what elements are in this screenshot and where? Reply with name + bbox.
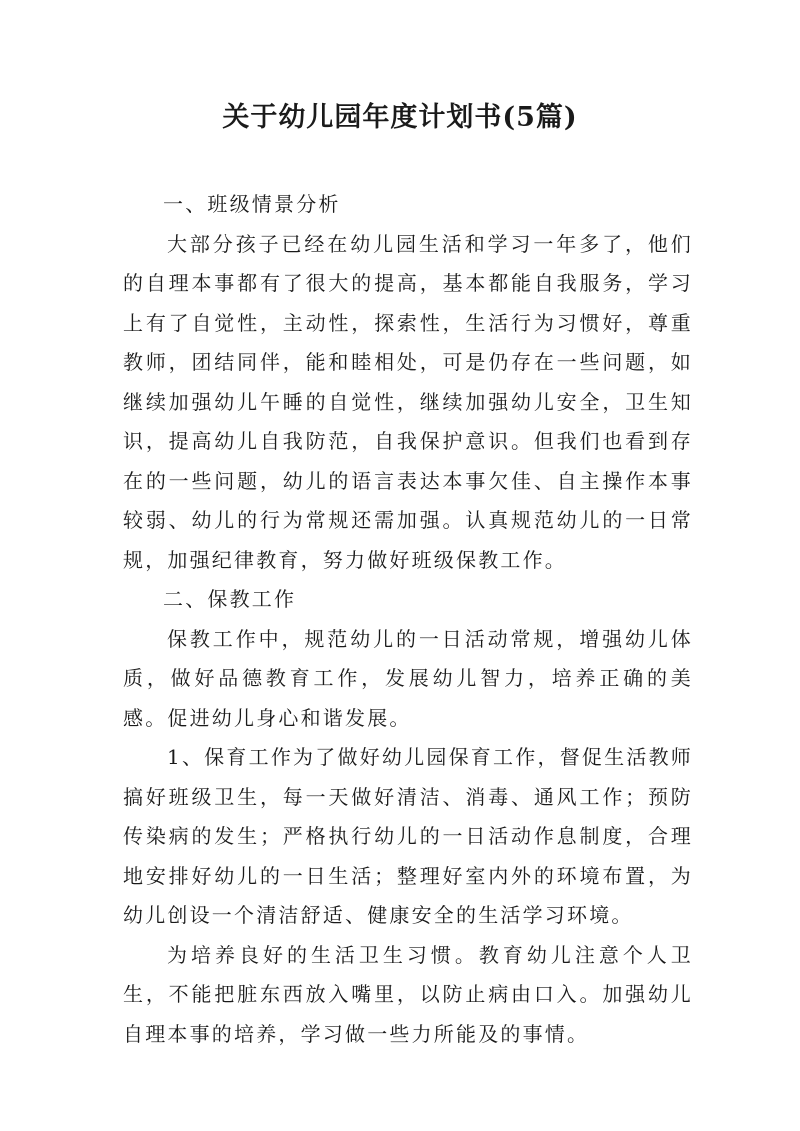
section-heading-class-analysis: 一、班级情景分析 — [163, 192, 341, 216]
document-title: 关于幼儿园年度计划书(5篇) — [222, 102, 578, 133]
paragraph-class-analysis: 大部分孩子已经在幼儿园生活和学习一年多了，他们的自理本事都有了很大的提高，基本都能自我服务，学习上有了自觉性，主动性，探索性，生活行为习惯好，尊重教师，团结同伴，能和睦相处，可是仍存在一些问题，如继续加强幼儿午睡的自觉性，继续加强幼儿安全，卫生知识，提高幼儿自我防范，自我保护意识。但我们也看到存在的一些问题，幼儿的语言表达本事欠佳、自主操作本事较弱、幼儿的行为常规还需加强。认真规范幼儿的一日常规，加强纪律教育，努力做好班级保教工作。 — [123, 231, 693, 572]
paragraph-care-work: 1、保育工作为了做好幼儿园保育工作，督促生活教师搞好班级卫生，每一天做好清洁、消毒、通风工作；预防传染病的发生；严格执行幼儿的一日活动作息制度，合理地安排好幼儿的一日生活；整理好室内外的环境布置，为幼儿创设一个清洁舒适、健康安全的生活学习环境。 — [123, 745, 693, 927]
section-heading-care-education: 二、保教工作 — [163, 587, 297, 611]
document-body — [123, 185, 693, 1054]
paragraph-care-education: 保教工作中，规范幼儿的一日活动常规，增强幼儿体质，做好品德教育工作，发展幼儿智力，培养正确的美感。促进幼儿身心和谐发展。 — [123, 626, 693, 730]
paragraph-hygiene-habits: 为培养良好的生活卫生习惯。教育幼儿注意个人卫生，不能把脏东西放入嘴里，以防止病由口入。加强幼儿自理本事的培养，学习做一些力所能及的事情。 — [123, 942, 693, 1046]
